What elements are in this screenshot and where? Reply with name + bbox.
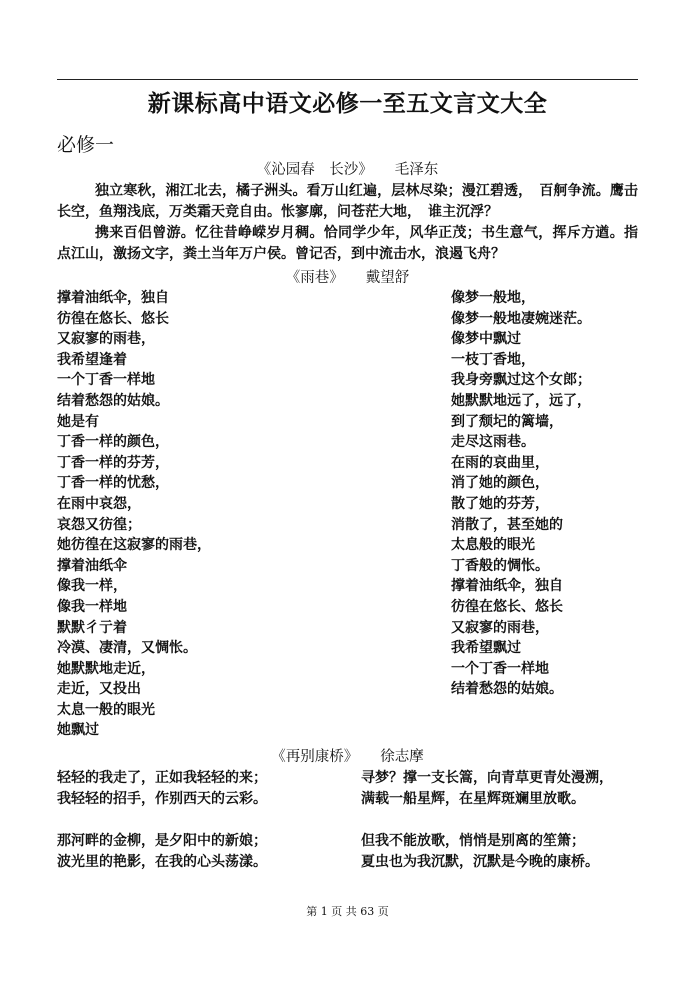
poem-line: 波光里的艳影，在我的心头荡漾。 xyxy=(57,854,267,870)
poem-line: 一枝丁香地， xyxy=(451,351,535,368)
poem-line: 走近，又投出 xyxy=(57,681,141,698)
poem-line: 又寂寥的雨巷， xyxy=(451,619,549,636)
poem1-paragraph: 携来百侣曾游。忆往昔峥嵘岁月稠。恰同学少年，风华正茂；书生意气，挥斥方遒。指点江山，激扬文字，粪土当年万户侯。曾记否，到中流击水，浪遏飞舟？ xyxy=(57,225,638,262)
poem-line: 那河畔的金柳，是夕阳中的新娘； xyxy=(57,833,267,849)
poem-line: 但我不能放歌，悄悄是别离的笙箫； xyxy=(361,833,585,849)
poem-line: 消散了，甚至她的 xyxy=(451,516,563,533)
poem1-body xyxy=(57,181,638,265)
poem-line: 丁香一样的芬芳， xyxy=(57,454,169,471)
poem-line: 丁香般的惆怅。 xyxy=(451,557,549,574)
poem1-author: 毛泽东 xyxy=(394,162,439,178)
poem-line: 冷漠、凄清，又惆怅。 xyxy=(57,640,197,657)
poem-line: 满载一船星辉，在星辉斑斓里放歌。 xyxy=(361,791,585,807)
poem-line: 她默默地远了，远了， xyxy=(451,392,591,409)
poem2-left-column xyxy=(57,288,211,741)
poem-line: 我希望逢着 xyxy=(57,351,127,368)
header-rule xyxy=(57,79,638,80)
poem-line: 夏虫也为我沉默，沉默是今晚的康桥。 xyxy=(361,854,599,870)
poem-line: 撑着油纸伞，独自 xyxy=(57,290,169,306)
poem-line: 像梦中飘过 xyxy=(451,331,521,348)
poem-line: 哀怨又彷徨； xyxy=(57,516,141,533)
poem-line: 像我一样地 xyxy=(57,598,127,615)
poem-line: 彷徨在悠长、悠长 xyxy=(57,310,169,327)
poem2-title: 《雨巷》 xyxy=(285,270,344,286)
poem2-right-column xyxy=(451,288,591,700)
poem-line: 撑着油纸伞 xyxy=(57,557,127,574)
poem-line: 她是有 xyxy=(57,413,99,430)
poem-line: 她彷徨在这寂寥的雨巷， xyxy=(57,537,211,554)
poem-line: 彷徨在悠长、悠长 xyxy=(451,598,563,615)
poem2-author: 戴望舒 xyxy=(365,270,410,286)
poem3-author: 徐志摩 xyxy=(380,749,424,765)
poem-line: 消了她的颜色， xyxy=(451,475,549,492)
poem-line: 像梦一般地， xyxy=(451,290,535,306)
poem-line: 在雨中哀怨， xyxy=(57,495,141,512)
poem-line: 结着愁怨的姑娘。 xyxy=(57,392,169,409)
poem-line: 丁香一样的忧愁， xyxy=(57,475,169,492)
poem1-title: 《沁园春 长沙》 xyxy=(256,162,373,178)
poem-line: 散了她的芬芳， xyxy=(451,495,549,512)
poem1-paragraph: 独立寒秋，湘江北去，橘子洲头。看万山红遍，层林尽染；漫江碧透， 百舸争流。鹰击长空，鱼翔浅底，万类霜天竞自由。怅寥廓，问苍茫大地， 谁主沉浮？ xyxy=(57,183,638,220)
poem-line: 像我一样， xyxy=(57,578,127,595)
poem-line: 默默彳亍着 xyxy=(57,619,127,636)
poem-line: 寻梦？撑一支长篙，向青草更青处漫溯， xyxy=(361,770,613,786)
poem-line: 我身旁飘过这个女郎； xyxy=(451,372,591,389)
section-heading: 必修一 xyxy=(57,134,115,156)
poem3-left-column xyxy=(57,768,267,873)
poem-line: 太息般的眼光 xyxy=(451,537,535,554)
poem-line: 一个丁香一样地 xyxy=(57,372,155,389)
poem-line: 她飘过 xyxy=(57,722,99,739)
poem3-title: 《再别康桥》 xyxy=(271,749,359,765)
poem1-heading xyxy=(57,158,638,179)
poem-line: 到了颓圮的篱墙， xyxy=(451,413,563,430)
poem-line: 她默默地走近， xyxy=(57,660,155,677)
document-title: 新课标高中语文必修一至五文言文大全 xyxy=(147,91,548,117)
poem-line: 在雨的哀曲里， xyxy=(451,454,549,471)
poem3-right-column xyxy=(361,768,613,873)
poem-line: 太息一般的眼光 xyxy=(57,701,155,718)
poem-line: 结着愁怨的姑娘。 xyxy=(451,681,563,698)
poem-line: 丁香一样的颜色， xyxy=(57,434,169,451)
poem-line: 我轻轻的招手，作别西天的云彩。 xyxy=(57,791,267,807)
poem-line: 我希望飘过 xyxy=(451,640,521,657)
poem-line: 又寂寥的雨巷， xyxy=(57,331,155,348)
poem-line: 一个丁香一样地 xyxy=(451,660,549,677)
poem3-heading xyxy=(57,745,638,766)
poem-line: 像梦一般地凄婉迷茫。 xyxy=(451,310,591,327)
poem-line: 轻轻的我走了，正如我轻轻的来； xyxy=(57,770,267,786)
page-number: 第 1 页 共 63 页 xyxy=(306,905,389,918)
poem-line: 走尽这雨巷。 xyxy=(451,434,535,451)
poem-line: 撑着油纸伞，独自 xyxy=(451,578,563,595)
poem2-heading xyxy=(57,266,638,287)
